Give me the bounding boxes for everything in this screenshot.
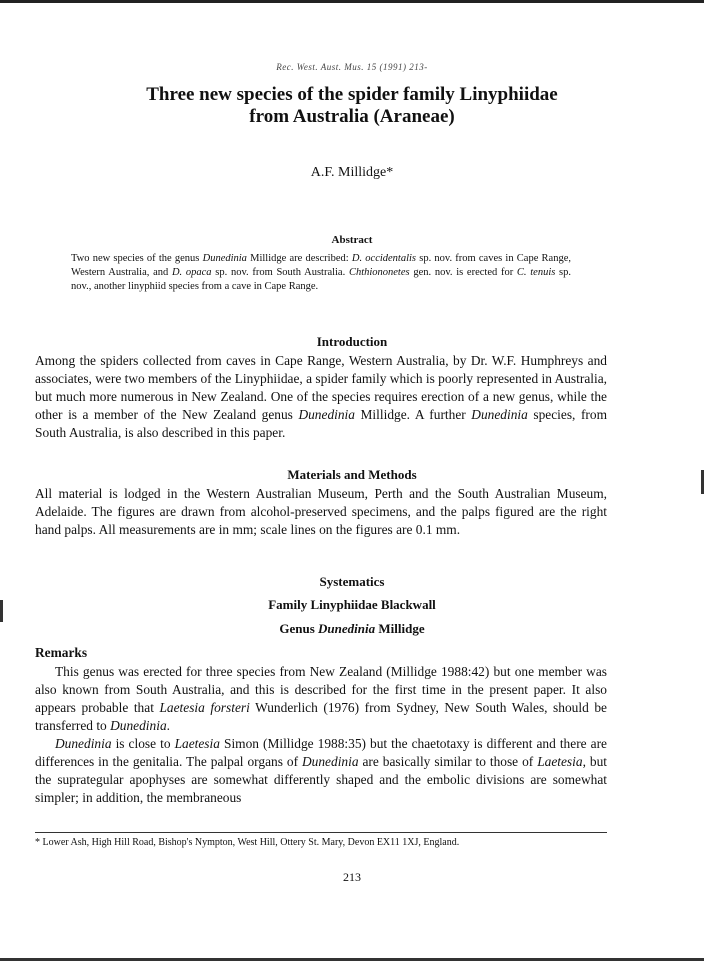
abstract-text-part: Two new species of the genus <box>71 253 203 264</box>
taxon-name: Dunedinia <box>298 407 355 422</box>
remarks-paragraph-2 <box>35 735 607 807</box>
remarks-text-part: is close to <box>111 736 175 751</box>
materials-methods-heading: Materials and Methods <box>287 467 417 482</box>
taxon-name: Chthiononetes <box>348 267 410 278</box>
remarks-paragraph-1 <box>35 663 607 735</box>
footnote-divider <box>35 832 607 833</box>
abstract-text <box>71 252 571 294</box>
introduction-heading: Introduction <box>316 334 388 349</box>
title-line-2: from Australia (Araneae) <box>249 106 455 127</box>
taxon-name: Laetesia <box>174 736 220 751</box>
journal-header: Rec. West. Aust. Mus. 15 (1991) 213- <box>276 62 428 72</box>
taxon-name: Dunedinia <box>302 754 359 769</box>
taxon-name: Laetesia forsteri <box>159 700 250 715</box>
remarks-text-part: are basically similar to those of <box>358 754 538 769</box>
abstract-text-part: Millidge are described: <box>246 253 352 264</box>
remarks-text-part: This genus was erected for three species from New Zealand (Millidge 1988:42) but one member was also known from South Australia, and this is described for the first time in the present paper. It also appears probable that <box>35 664 607 715</box>
remarks-text-part: . <box>166 718 170 733</box>
taxon-name: D. occidentalis <box>351 253 417 264</box>
taxon-name: C. tenuis <box>516 267 556 278</box>
genus-name: Dunedinia <box>318 621 376 636</box>
genus-author: Millidge <box>375 621 425 636</box>
taxon-name: Dunedinia <box>471 407 528 422</box>
abstract-heading: Abstract <box>331 234 373 246</box>
author-address-footnote: * Lower Ash, High Hill Road, Bishop's Nympton, West Hill, Ottery St. Mary, Devon EX11 1XJ, England. <box>35 837 460 848</box>
abstract-text-part: sp. nov. from caves in Cape Range, Western Australia, and <box>71 253 572 278</box>
introduction-text-part: Among the spiders collected from caves in Cape Range, Western Australia, by Dr. W.F. Humphreys and associates, were two members of the Linyphiidae, a spider family which is poorly represented in Australia, but much more numerous in New Zealand. One of the species requires erection of a new genus, while the other is a member of the New Zealand genus <box>35 353 607 422</box>
remarks-text-part: Wunderlich (1976) from Sydney, New South Wales, should be transferred to <box>35 700 607 733</box>
author: A.F. Millidge* <box>310 165 394 180</box>
introduction-text <box>35 352 607 442</box>
remarks-text-part: Simon (Millidge 1988:35) but the chaetotaxy is different and there are differences in the genitalia. The palpal organs of <box>35 736 607 769</box>
genus-heading <box>0 621 704 637</box>
materials-methods-text: All material is lodged in the Western Australian Museum, Perth and the South Australian Museum, Adelaide. The figures are drawn from alcohol-preserved specimens, and the palps figured are the right hand palps. All measurements are in mm; scale lines on the figures are 0.1 mm. <box>35 486 607 537</box>
systematics-heading: Systematics <box>319 574 385 589</box>
abstract-text-part: sp. nov. from South Australia. <box>211 267 349 278</box>
page-number: 213 <box>343 870 361 884</box>
remarks-heading: Remarks <box>35 645 88 660</box>
title-line-1: Three new species of the spider family Linyphiidae <box>146 84 558 105</box>
introduction-text-part: species, from South Australia, is also described in this paper. <box>35 407 607 440</box>
remarks-text-part: , but the suprategular apophyses are somewhat differently shaped and the embolic divisions are somewhat simpler; in addition, the membraneous <box>35 754 607 805</box>
scan-edge-top <box>0 0 704 3</box>
genus-prefix: Genus <box>279 621 319 636</box>
abstract-text-part: sp. nov., another linyphiid species from a cave in Cape Range. <box>71 267 571 292</box>
taxon-name: Dunedinia <box>202 253 247 264</box>
abstract-text-part: gen. nov. is erected for <box>409 267 517 278</box>
taxon-name: Laetesia <box>537 754 583 769</box>
taxon-name: D. opaca <box>171 267 212 278</box>
taxon-name: Dunedinia <box>55 736 112 751</box>
family-heading: Family Linyphiidae Blackwall <box>268 597 436 612</box>
article-title <box>60 84 644 128</box>
taxon-name: Dunedinia <box>110 718 167 733</box>
introduction-text-part: Millidge. A further <box>354 407 472 422</box>
